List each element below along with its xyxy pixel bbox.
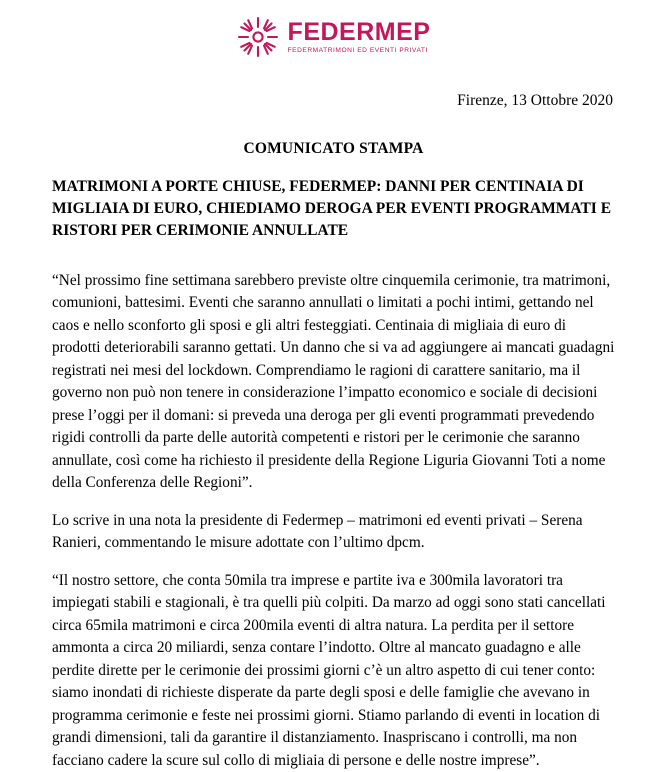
body-paragraph: “Nel prossimo fine settimana sarebbero previste oltre cinquemila cerimonie, tra matrimoni, comunioni, battesimi. Eventi che saranno annullati o limitati a pochi intimi, gettando nel caos e nello sconforto gli sposi e gli altri festeggiati. Centinaia di migliaia di euro di prodotti deteriorabili saranno gettati. Un danno che si va ad aggiungere ai mancati guadagni registrati nei mesi del lockdown. Comprendiamo le ragioni di carattere sanitario, ma il governo non può non tenere in considerazione l’impatto economico e sociale di decisioni prese l’oggi per il domani: si preveda una deroga per gli eventi programmati prevedendo rigidi controlli da parte delle autorità competenti e ristori per le cerimonie che saranno annullate, così come ha richiesto il presidente della Regione Liguria Giovanni Toti a nome della Conferenza delle Regioni”. <box>52 272 615 492</box>
document-kicker: COMUNICATO STAMPA <box>243 140 424 157</box>
dateline: Firenze, 13 Ottobre 2020 <box>457 92 613 109</box>
page-title: MATRIMONI A PORTE CHIUSE, FEDERMEP: DANNI PER CENTINAIA DI MIGLIAIA DI EURO, CHIEDIAMO DEROGA PER EVENTI PROGRAMMATI E RISTORI PER CERIMONIE ANNULLATE <box>52 178 612 239</box>
brand-logo <box>52 16 615 58</box>
brand-wordmark <box>287 17 431 55</box>
body-paragraph: Lo scrive in una nota la presidente di Federmep – matrimoni ed eventi privati – Serena Ranieri, commentando le misure adottate con l’ultimo dpcm. <box>52 511 583 552</box>
brand-name: FEDERMEP <box>287 17 431 46</box>
brand-tagline: FEDERMATRIMONI ED EVENTI PRIVATI <box>287 46 428 54</box>
starburst-icon <box>237 16 279 58</box>
body-paragraph: “Il nostro settore, che conta 50mila tra imprese e partite iva e 300mila lavoratori tra impiegati stabili e stagionali, è tra quelli più colpiti. Da marzo ad oggi sono stati cancellati circa 65mila matrimoni e circa 200mila eventi di altra natura. La perdita per il settore ammonta a circa 20 miliardi, senza contare l’indotto. Oltre al mancato guadagno e alle perdite dirette per le cerimonie dei prossimi giorni c’è un altro aspetto di cui tener conto: siamo inondati di richieste disperate da parte degli sposi e delle famiglie che avevano in programma cerimonie e feste nei prossimi giorni. Stiamo parlando di eventi in location di grandi dimensioni, tali da garantire il distanziamento. Inaspriscano i controlli, ma non facciano cadere la scure sul collo di migliaia di persone e delle nostre imprese”. <box>52 571 606 769</box>
